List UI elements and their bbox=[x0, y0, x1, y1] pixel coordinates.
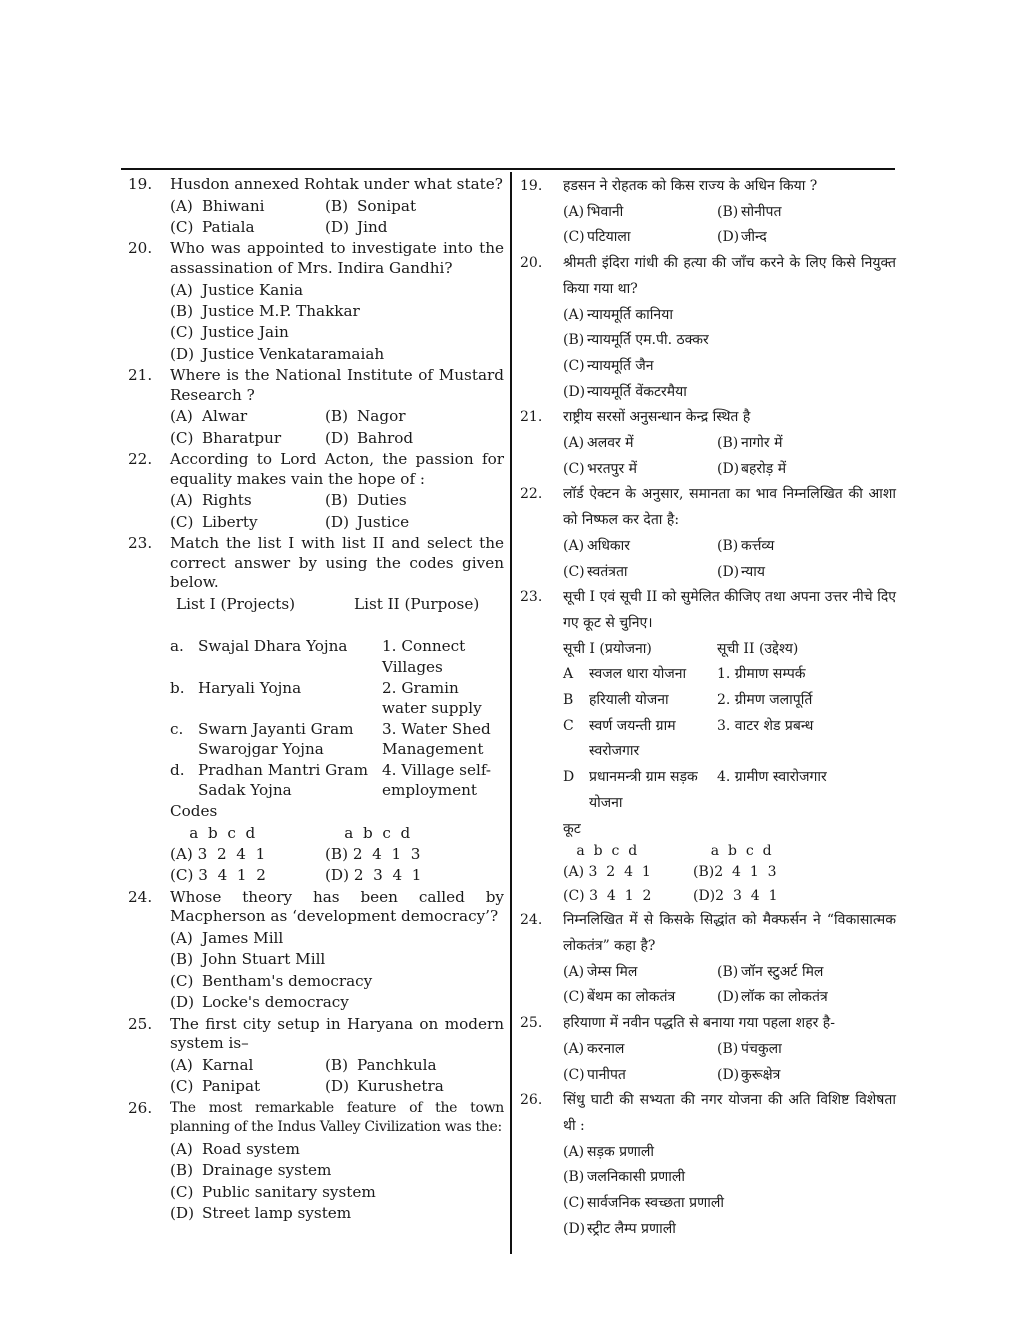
option-a: (A) Justice Kania bbox=[170, 280, 304, 299]
option-b: (B) पंचकुला bbox=[717, 1040, 782, 1057]
question-text: सिंधु घाटी की सभ्यता की नगर योजना की अति विशिष्ट विशेषता थी : bbox=[563, 1092, 896, 1134]
option-c: (C) भरतपुर में bbox=[563, 460, 638, 477]
option-d: (D) जीन्द bbox=[717, 229, 767, 246]
option-d: (D) कुरूक्षेत्र bbox=[717, 1066, 781, 1083]
question-22-hi bbox=[520, 482, 896, 585]
question-25-en bbox=[124, 1014, 504, 1098]
match-row: B हरियाली योजना 2. ग्रीमण जलापूर्ति bbox=[563, 692, 813, 709]
question-number: 19. bbox=[520, 178, 543, 194]
question-20-en bbox=[124, 238, 504, 365]
question-text: श्रीमती इंदिरा गांधी की हत्या की जाँच करने के लिए किसे नियुक्त किया गया था? bbox=[563, 255, 896, 297]
question-number: 21. bbox=[520, 409, 543, 426]
codes-label: Codes bbox=[170, 802, 218, 821]
option-c: (C) Panipat bbox=[170, 1077, 261, 1096]
question-number: 26. bbox=[128, 1098, 153, 1117]
option-b: (B) नागोर में bbox=[717, 435, 783, 452]
question-text: According to Lord Acton, the passion for equality makes vain the hope of : bbox=[170, 450, 504, 488]
option-d: (D) Jind bbox=[325, 218, 388, 236]
code-option: (A) 3 2 4 1 (B)2 4 1 3 bbox=[563, 864, 777, 881]
match-row: A स्वजल धारा योजना 1. ग्रीमाण सम्पर्क bbox=[563, 666, 806, 683]
option-d: (D) लॉक का लोकतंत्र bbox=[717, 989, 828, 1006]
question-number: 19. bbox=[128, 175, 153, 193]
option-a: (A) करनाल bbox=[563, 1040, 625, 1057]
question-19-hi bbox=[520, 174, 896, 251]
option-a: (A) भिवानी bbox=[563, 203, 624, 220]
code-option: (A) 3 2 4 1 (B) 2 4 1 3 bbox=[170, 845, 421, 864]
question-text: Whose theory has been called by Macpherson as ‘development democracy’? bbox=[170, 887, 504, 926]
question-number: 22. bbox=[128, 450, 153, 469]
option-a: (A) न्यायमूर्ति कानिया bbox=[563, 306, 673, 323]
option-c: (C) सार्वजनिक स्वच्छता प्रणाली bbox=[563, 1195, 724, 1212]
match-row: b. Haryali Yojna 2. Gramin water supply bbox=[170, 678, 482, 718]
match-row: D प्रधानमन्त्री ग्राम सड़क योजना 4. ग्रामीण स्वारोजगार bbox=[563, 769, 827, 811]
option-b: (B) Nagor bbox=[325, 407, 406, 426]
option-d: (D) Justice Venkataramaiah bbox=[170, 344, 385, 363]
question-number: 20. bbox=[128, 239, 153, 258]
option-a: (A) Karnal bbox=[170, 1055, 254, 1074]
option-c: (C) Bentham's democracy bbox=[170, 971, 373, 990]
question-26-hi bbox=[520, 1088, 896, 1242]
question-23-hi bbox=[520, 585, 896, 908]
option-b: (B) न्यायमूर्ति एम.पी. ठक्कर bbox=[563, 332, 709, 349]
match-row: d. Pradhan Mantri Gram Sadak Yojna 4. Village self-employment bbox=[170, 761, 492, 800]
codes-header: a b c d a b c d bbox=[563, 843, 772, 860]
question-21-en bbox=[124, 365, 504, 449]
question-text: Match the list I with list II and select the correct answer by using the codes given below. bbox=[170, 534, 504, 592]
option-c: (C) स्वतंत्रता bbox=[563, 563, 628, 580]
question-text: Where is the National Institute of Mustard Research ? bbox=[170, 366, 504, 404]
question-24-hi bbox=[520, 908, 896, 1011]
option-b: (B) Panchkula bbox=[325, 1055, 437, 1074]
match-list-header: List I (Projects) List II (Purpose) bbox=[176, 595, 480, 613]
question-text: हडसन ने रोहतक को किस राज्य के अधिन किया ? bbox=[563, 178, 818, 194]
option-b: (B) जॉन स्टुअर्ट मिल bbox=[717, 963, 824, 980]
option-c: (C) बेंथम का लोकतंत्र bbox=[563, 989, 676, 1006]
option-d: (D) बहरोड़ में bbox=[717, 460, 787, 477]
option-a: (A) अधिकार bbox=[563, 537, 631, 554]
option-a: (A) जेम्स मिल bbox=[563, 963, 638, 980]
option-c: (C) Justice Jain bbox=[170, 323, 289, 342]
option-d: (D) न्याय bbox=[717, 563, 765, 580]
question-number: 25. bbox=[128, 1014, 153, 1033]
option-c: (C) Patiala bbox=[170, 218, 255, 236]
column-divider bbox=[510, 172, 512, 1254]
question-number: 20. bbox=[520, 255, 543, 272]
option-c: (C) पटियाला bbox=[563, 229, 631, 246]
option-b: (B) सोनीपत bbox=[717, 203, 782, 220]
question-23-en bbox=[124, 533, 504, 887]
question-text: लॉर्ड ऐक्टन के अनुसार, समानता का भाव निम्नलिखित की आशा को निष्फल कर देता है: bbox=[563, 486, 896, 529]
question-number: 24. bbox=[128, 887, 153, 906]
option-b: (B) Justice M.P. Thakkar bbox=[170, 302, 360, 320]
code-option: (C) 3 4 1 2 (D)2 3 4 1 bbox=[563, 888, 778, 905]
question-number: 23. bbox=[520, 589, 543, 606]
hindi-column bbox=[520, 174, 896, 1242]
question-19-en bbox=[124, 174, 504, 238]
option-b: (B) Sonipat bbox=[325, 196, 417, 215]
question-25-hi bbox=[520, 1011, 896, 1088]
question-26-en bbox=[124, 1098, 504, 1225]
match-row: c. Swarn Jayanti Gram Swarojgar Yojna 3. Water Shed Management bbox=[170, 719, 491, 759]
codes-header: a b c d a b c d bbox=[170, 823, 411, 842]
option-a: (A) Alwar bbox=[170, 407, 248, 426]
question-text: The first city setup in Haryana on modern system is– bbox=[170, 1014, 504, 1053]
option-b: (B) Duties bbox=[325, 491, 407, 510]
option-c: (C) न्यायमूर्ति जैन bbox=[563, 357, 654, 374]
top-rule bbox=[121, 168, 895, 170]
code-option: (C) 3 4 1 2 (D) 2 3 4 1 bbox=[170, 866, 422, 885]
question-number: 23. bbox=[128, 534, 153, 553]
option-d: (D) न्यायमूर्ति वेंकटरमैया bbox=[563, 383, 687, 400]
option-c: (C) Public sanitary system bbox=[170, 1182, 376, 1201]
question-number: 21. bbox=[128, 366, 153, 385]
option-b: (B) कर्त्तव्य bbox=[717, 537, 775, 554]
option-c: (C) Liberty bbox=[170, 512, 258, 531]
option-a: (A) सड़क प्रणाली bbox=[563, 1143, 654, 1160]
question-text: Husdon annexed Rohtak under what state? bbox=[170, 175, 503, 193]
option-c: (C) Bharatpur bbox=[170, 428, 282, 447]
option-d: (D) Street lamp system bbox=[170, 1204, 352, 1223]
question-number: 22. bbox=[520, 486, 543, 503]
question-text: सूची I एवं सूची II को सुमेलित कीजिए तथा अपना उत्तर नीचे दिए गए कूट से चुनिए। bbox=[563, 589, 896, 631]
option-a: (A) James Mill bbox=[170, 929, 284, 948]
question-number: 24. bbox=[520, 912, 543, 929]
question-21-hi bbox=[520, 405, 896, 482]
codes-label: कूट bbox=[563, 820, 581, 837]
match-row: a. Swajal Dhara Yojna 1. Connect Villages bbox=[170, 637, 466, 676]
question-20-hi bbox=[520, 251, 896, 405]
question-text: Who was appointed to investigate into the assassination of Mrs. Indira Gandhi? bbox=[170, 239, 504, 277]
option-a: (A) Bhiwani bbox=[170, 196, 265, 215]
question-text: The most remarkable feature of the town planning of the Indus Valley Civilization was the: bbox=[170, 1099, 504, 1136]
question-text: निम्नलिखित में से किसके सिद्धांत को मैक्फर्सन ने “विकासात्मक लोकतंत्र” कहा है? bbox=[563, 912, 896, 954]
option-b: (B) जलनिकासी प्रणाली bbox=[563, 1169, 686, 1186]
option-d: (D) Bahrod bbox=[325, 428, 414, 447]
question-text: राष्ट्रीय सरसों अनुसन्धान केन्द्र स्थित है bbox=[563, 409, 751, 426]
option-a: (A) अलवर में bbox=[563, 435, 634, 452]
option-c: (C) पानीपत bbox=[563, 1066, 626, 1083]
question-number: 26. bbox=[520, 1092, 543, 1109]
option-b: (B) Drainage system bbox=[170, 1161, 332, 1180]
option-b: (B) John Stuart Mill bbox=[170, 950, 326, 969]
option-a: (A) Road system bbox=[170, 1139, 300, 1158]
option-a: (A) Rights bbox=[170, 491, 252, 510]
question-text: हरियाणा में नवीन पद्धति से बनाया गया पहला शहर है- bbox=[563, 1015, 835, 1032]
match-row: C स्वर्ण जयन्ती ग्राम स्वरोजगार 3. वाटर शेड प्रबन्ध bbox=[563, 717, 814, 760]
question-number: 25. bbox=[520, 1015, 543, 1032]
question-24-en bbox=[124, 887, 504, 1014]
option-d: (D) Kurushetra bbox=[325, 1077, 444, 1096]
option-d: (D) Locke's democracy bbox=[170, 993, 349, 1012]
option-d: (D) Justice bbox=[325, 512, 410, 531]
option-d: (D) स्ट्रीट लैम्प प्रणाली bbox=[563, 1220, 676, 1237]
match-list-header: सूची I (प्रयोजना) सूची II (उद्देश्य) bbox=[563, 640, 799, 657]
question-22-en bbox=[124, 449, 504, 533]
english-column bbox=[124, 174, 504, 1224]
